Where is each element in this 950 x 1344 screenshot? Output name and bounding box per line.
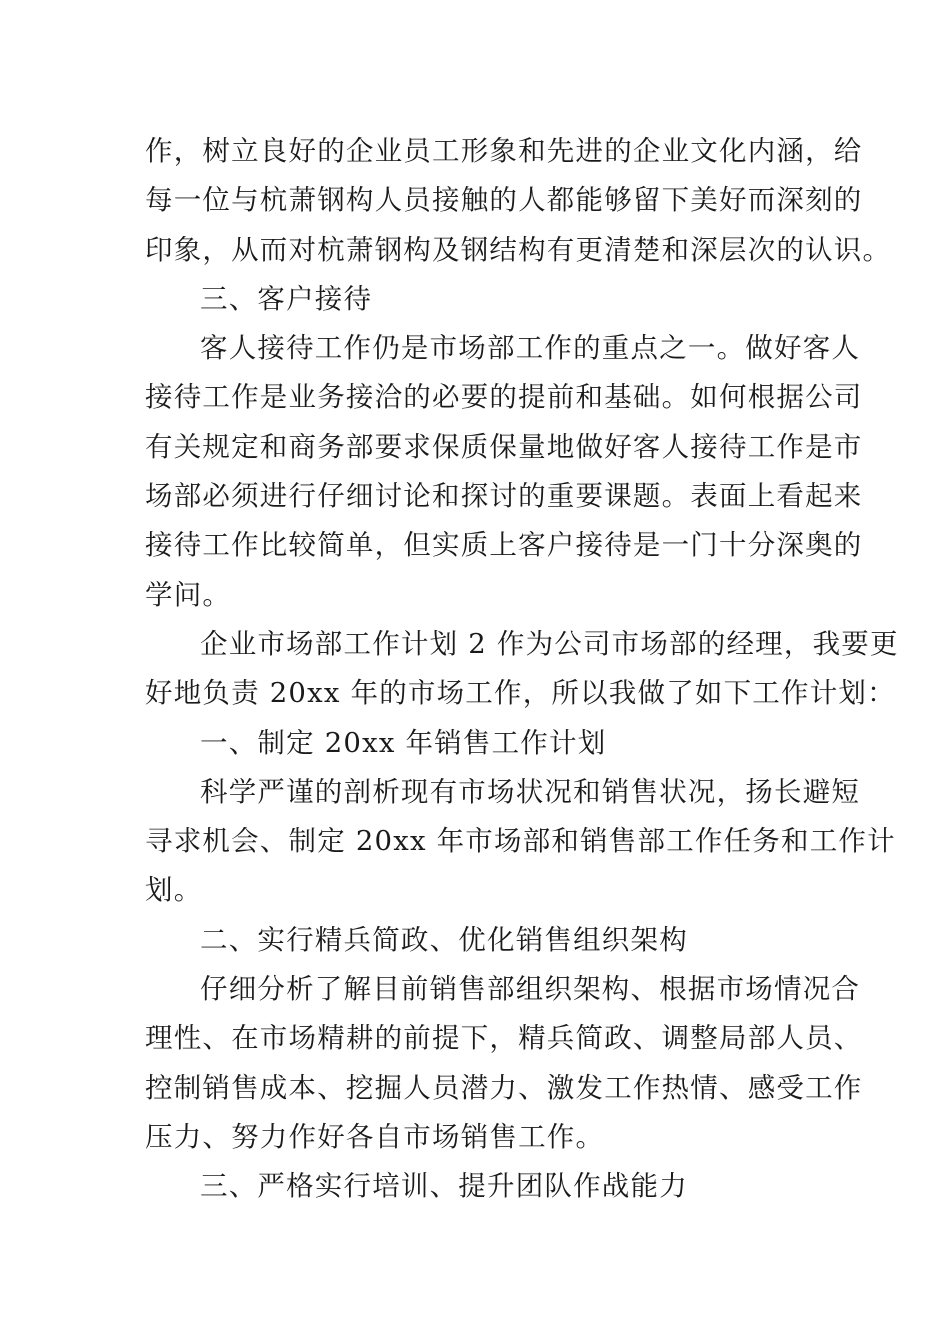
text-line: 学问。 [145,578,232,611]
section-heading: 一、制定 20xx 年销售工作计划 [200,726,607,759]
text-line: 科学严谨的剖析现有市场状况和销售状况，扬长避短 [200,775,861,808]
text-line: 好地负责 20xx 年的市场工作，所以我做了如下工作计划： [145,677,896,710]
section-heading: 三、严格实行培训、提升团队作战能力 [200,1170,688,1203]
text-line: 每一位与杭萧钢构人员接触的人都能够留下美好而深刻的 [145,184,863,217]
document-body [145,127,899,1212]
text-line: 企业市场部工作计划 2 作为公司市场部的经理，我要更 [200,627,899,660]
text-line: 作，树立良好的企业员工形象和先进的企业文化内涵，给 [145,135,863,167]
text-line: 客人接待工作仍是市场部工作的重点之一。做好客人 [200,332,861,365]
text-line: 仔细分析了解目前销售部组织架构、根据市场情况合 [200,973,861,1006]
text-line: 接待工作是业务接洽的必要的提前和基础。如何根据公司 [145,381,863,414]
text-line: 控制销售成本、挖掘人员潜力、激发工作热情、感受工作 [145,1071,863,1104]
text-line: 印象，从而对杭萧钢构及钢结构有更清楚和深层次的认识。 [145,233,892,266]
section-heading: 二、实行精兵简政、优化销售组织架构 [200,923,688,956]
text-line: 场部必须进行仔细讨论和探讨的重要课题。表面上看起来 [145,480,863,513]
section-heading: 三、客户接待 [200,282,373,315]
text-line: 接待工作比较简单，但实质上客户接待是一门十分深奥的 [145,529,863,562]
text-line: 寻求机会、制定 20xx 年市场部和销售部工作任务和工作计 [145,825,896,858]
text-line: 有关规定和商务部要求保质保量地做好客人接待工作是市 [145,430,863,463]
text-line: 压力、努力作好各自市场销售工作。 [145,1120,605,1153]
text-line: 划。 [145,874,203,907]
text-line: 理性、在市场精耕的前提下，精兵简政、调整局部人员、 [145,1022,863,1055]
